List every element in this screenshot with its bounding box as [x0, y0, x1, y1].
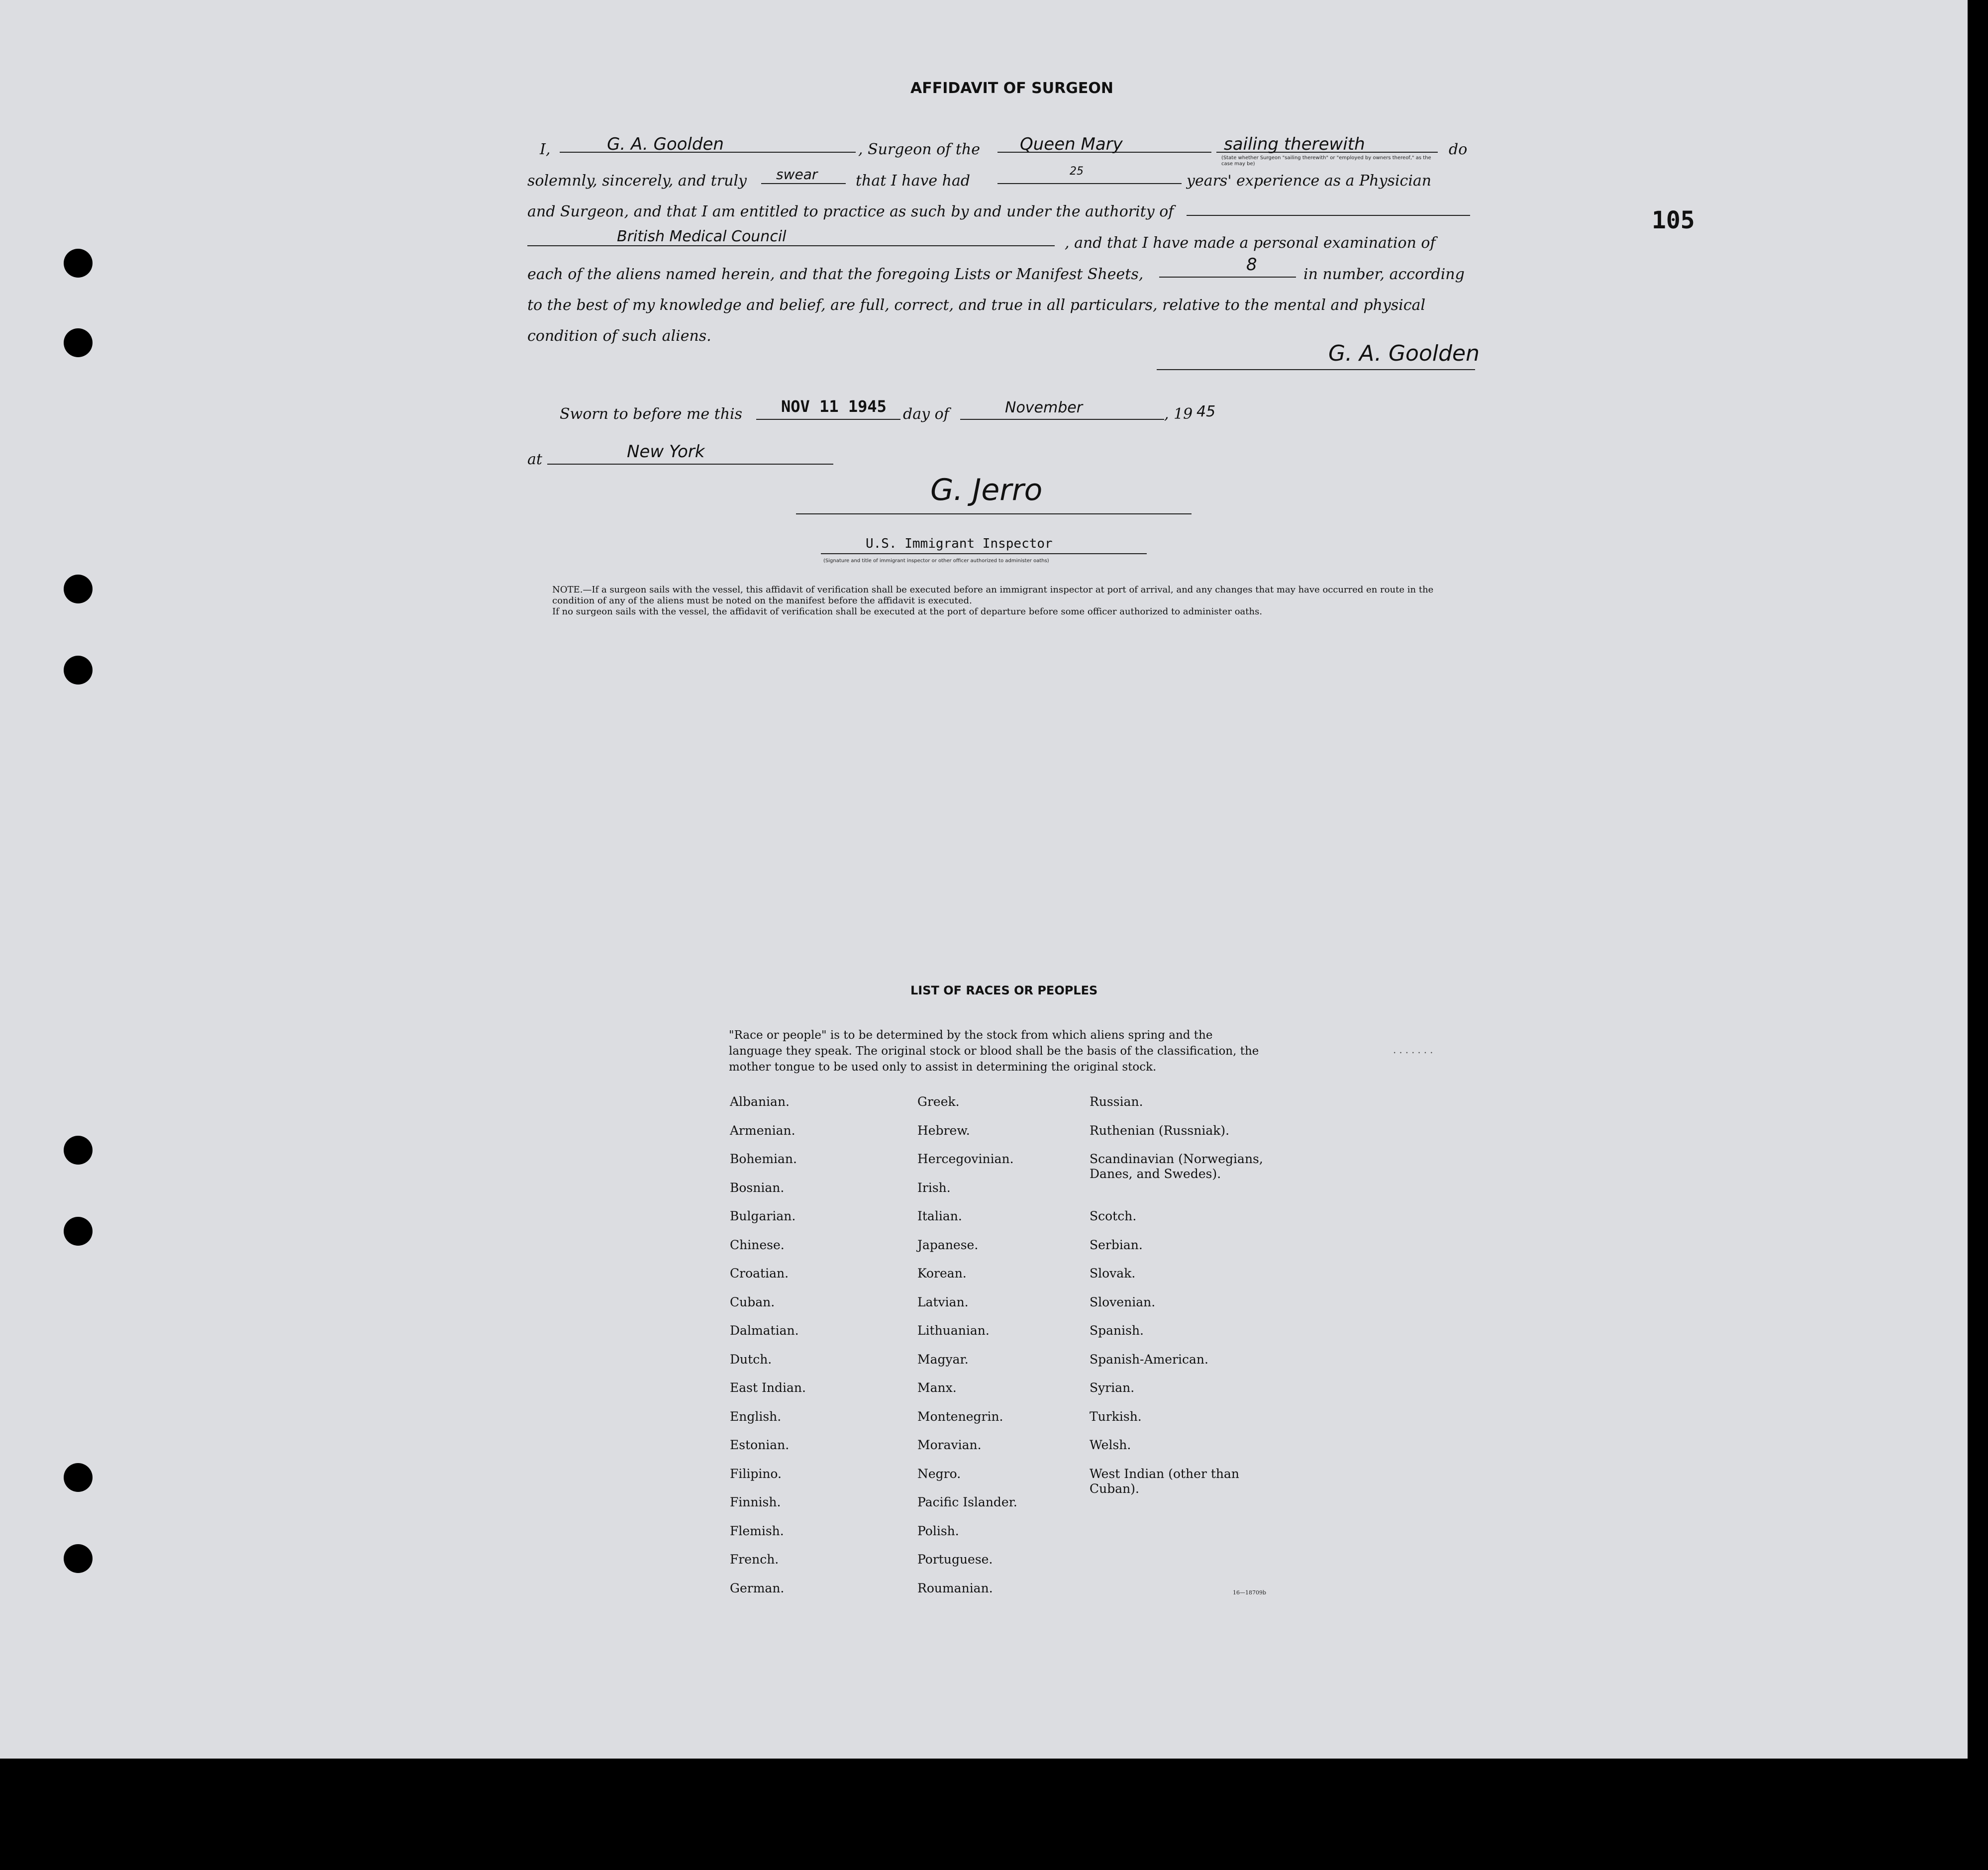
affidavit-text: each of the aliens named herein, and that the foregoing Lists or Manifest Sheets, — [527, 266, 1144, 283]
sheet-count: 8 — [1246, 255, 1257, 275]
binder-hole — [64, 1463, 93, 1492]
affidavit-text: that I have had — [856, 172, 971, 190]
surgeon-name: G. A. Goolden — [607, 134, 724, 154]
races-column-3 — [1090, 1094, 1279, 1524]
race-item: Albanian. — [730, 1094, 790, 1109]
race-item: Turkish. — [1090, 1409, 1142, 1424]
race-item: Cuban. — [730, 1294, 775, 1309]
race-item: Bohemian. — [730, 1152, 797, 1166]
page-number: 105 — [1652, 206, 1695, 234]
race-item: Korean. — [917, 1266, 967, 1280]
oath-word: swear — [776, 166, 818, 183]
race-item: Montenegrin. — [917, 1409, 1003, 1424]
race-item: Portuguese. — [917, 1552, 993, 1567]
race-item: Dutch. — [730, 1352, 772, 1367]
race-item: Syrian. — [1090, 1380, 1135, 1395]
note-paragraph: If no surgeon sails with the vessel, the affidavit of verification shall be executed at the port of departure before some officer authorized to administer oaths. — [552, 606, 1263, 617]
date-stamp: NOV 11 1945 — [781, 397, 887, 416]
races-title: LIST OF RACES OR PEOPLES — [910, 984, 1098, 997]
fill-line — [997, 183, 1182, 184]
race-item: Scandinavian (Norwegians, Danes, and Swedes). — [1090, 1152, 1263, 1181]
affidavit-text: condition of such aliens. — [527, 327, 711, 345]
affidavit-text: Sworn to before me this — [560, 405, 743, 423]
fill-line — [1187, 215, 1470, 216]
race-item: Negro. — [917, 1466, 961, 1481]
race-item: Welsh. — [1090, 1438, 1131, 1452]
race-item: Magyar. — [917, 1352, 969, 1367]
race-item: Serbian. — [1090, 1237, 1143, 1252]
fill-line — [547, 464, 833, 465]
affidavit-text: , Surgeon of the — [858, 141, 980, 158]
race-item: Ruthenian (Russniak). — [1090, 1123, 1230, 1138]
binder-hole — [64, 1136, 93, 1165]
race-item: Slovak. — [1090, 1266, 1136, 1280]
race-item: Greek. — [917, 1094, 960, 1109]
binder-hole — [64, 656, 93, 685]
fill-line — [756, 419, 900, 420]
dotted-mark: ....... — [1393, 1044, 1436, 1056]
affidavit-text: at — [527, 451, 542, 468]
race-item: Chinese. — [730, 1237, 785, 1252]
sworn-place: New York — [627, 442, 705, 462]
race-item: Polish. — [917, 1523, 959, 1538]
note-paragraph: NOTE.—If a surgeon sails with the vessel, this affidavit of verification shall be executed before an immigrant inspector at port of arrival, and any changes that may have occurred en route in the condition of any of the aliens must be noted on the manifest before the affidavit is executed. — [552, 585, 1434, 606]
affidavit-text: years' experience as a Physician — [1187, 172, 1432, 190]
race-item: Flemish. — [730, 1523, 784, 1538]
race-item: Hercegovinian. — [917, 1152, 1014, 1166]
race-item: Lithuanian. — [917, 1323, 990, 1338]
sworn-month: November — [1005, 399, 1083, 416]
form-number: 16—18709b — [1233, 1589, 1267, 1596]
race-item: Slovenian. — [1090, 1294, 1156, 1309]
race-item: Italian. — [917, 1209, 962, 1223]
surgeon-capacity: sailing therewith — [1224, 134, 1365, 154]
race-item: Estonian. — [730, 1438, 790, 1452]
race-item: Dalmatian. — [730, 1323, 799, 1338]
races-intro: "Race or people" is to be determined by the stock from which aliens spring and the language they speak. The original stock or blood shall be the basis of the classification, the mother tongue to be used only to assist in determining the original stock. — [729, 1029, 1259, 1074]
affidavit-text: in number, according — [1303, 266, 1465, 283]
race-item: Filipino. — [730, 1466, 782, 1481]
affidavit-text: and Surgeon, and that I am entitled to practice as such by and under the authority of — [527, 203, 1174, 220]
sworn-year: 45 — [1196, 403, 1216, 420]
race-item: French. — [730, 1552, 779, 1567]
race-item: Manx. — [917, 1380, 957, 1395]
race-item: Croatian. — [730, 1266, 789, 1280]
vessel-name: Queen Mary — [1020, 134, 1123, 154]
race-item: Hebrew. — [917, 1123, 970, 1138]
signature-line — [1157, 369, 1475, 370]
fill-line — [761, 183, 846, 184]
affidavit-text: do — [1449, 141, 1468, 158]
affidavit-title: AFFIDAVIT OF SURGEON — [910, 80, 1113, 97]
binder-hole — [64, 575, 93, 603]
race-item: Pacific Islander. — [917, 1495, 1017, 1509]
binder-hole — [64, 1544, 93, 1573]
race-item: Spanish-American. — [1090, 1352, 1208, 1367]
race-item: German. — [730, 1580, 785, 1595]
capacity-hint: (State whether Surgeon "sailing therewith" or "employed by owners thereof," as the case may be) — [1221, 155, 1431, 167]
years-experience: 25 — [1070, 165, 1084, 178]
race-item: West Indian (other than Cuban). — [1090, 1466, 1240, 1496]
race-item: Spanish. — [1090, 1323, 1144, 1338]
fill-line — [527, 245, 1055, 246]
affidavit-text: I, — [540, 141, 551, 158]
fill-line — [1159, 277, 1296, 278]
binder-hole — [64, 328, 93, 357]
race-item: Moravian. — [917, 1438, 982, 1452]
surgeon-signature: G. A. Goolden — [1328, 341, 1480, 366]
affidavit-text: solemnly, sincerely, and truly — [527, 172, 747, 190]
affidavit-text: to the best of my knowledge and belief, are full, correct, and true in all particulars, relative to the mental and physical — [527, 296, 1426, 314]
race-item: Irish. — [917, 1180, 951, 1195]
races-column-1 — [730, 1094, 806, 1609]
races-column-2 — [917, 1094, 1017, 1609]
race-item: Latvian. — [917, 1294, 969, 1309]
race-item: East Indian. — [730, 1380, 806, 1395]
race-item: Roumanian. — [917, 1580, 993, 1595]
binder-hole — [64, 249, 93, 278]
affidavit-note — [552, 585, 1473, 617]
inspector-signature: G. Jerro — [930, 473, 1043, 507]
fill-line — [960, 419, 1164, 420]
race-item: Bosnian. — [730, 1180, 785, 1195]
binder-hole — [64, 1217, 93, 1246]
licensing-authority: British Medical Council — [617, 228, 787, 245]
race-item: English. — [730, 1409, 782, 1424]
race-item: Scotch. — [1090, 1209, 1137, 1223]
affidavit-text: , and that I have made a personal examination of — [1065, 234, 1436, 252]
signature-line — [796, 513, 1192, 514]
signature-line — [821, 553, 1147, 554]
inspector-hint: (Signature and title of immigrant inspector or other officer authorized to administer oaths) — [823, 558, 1049, 564]
race-item: Russian. — [1090, 1094, 1143, 1109]
inspector-title: U.S. Immigrant Inspector — [866, 536, 1053, 551]
affidavit-text: , 19 — [1164, 405, 1193, 423]
race-item: Bulgarian. — [730, 1209, 796, 1223]
race-item: Finnish. — [730, 1495, 781, 1509]
race-item: Japanese. — [917, 1237, 979, 1252]
race-item: Armenian. — [730, 1123, 795, 1138]
bleed-through-text — [104, 95, 125, 153]
affidavit-text: day of — [903, 405, 949, 423]
